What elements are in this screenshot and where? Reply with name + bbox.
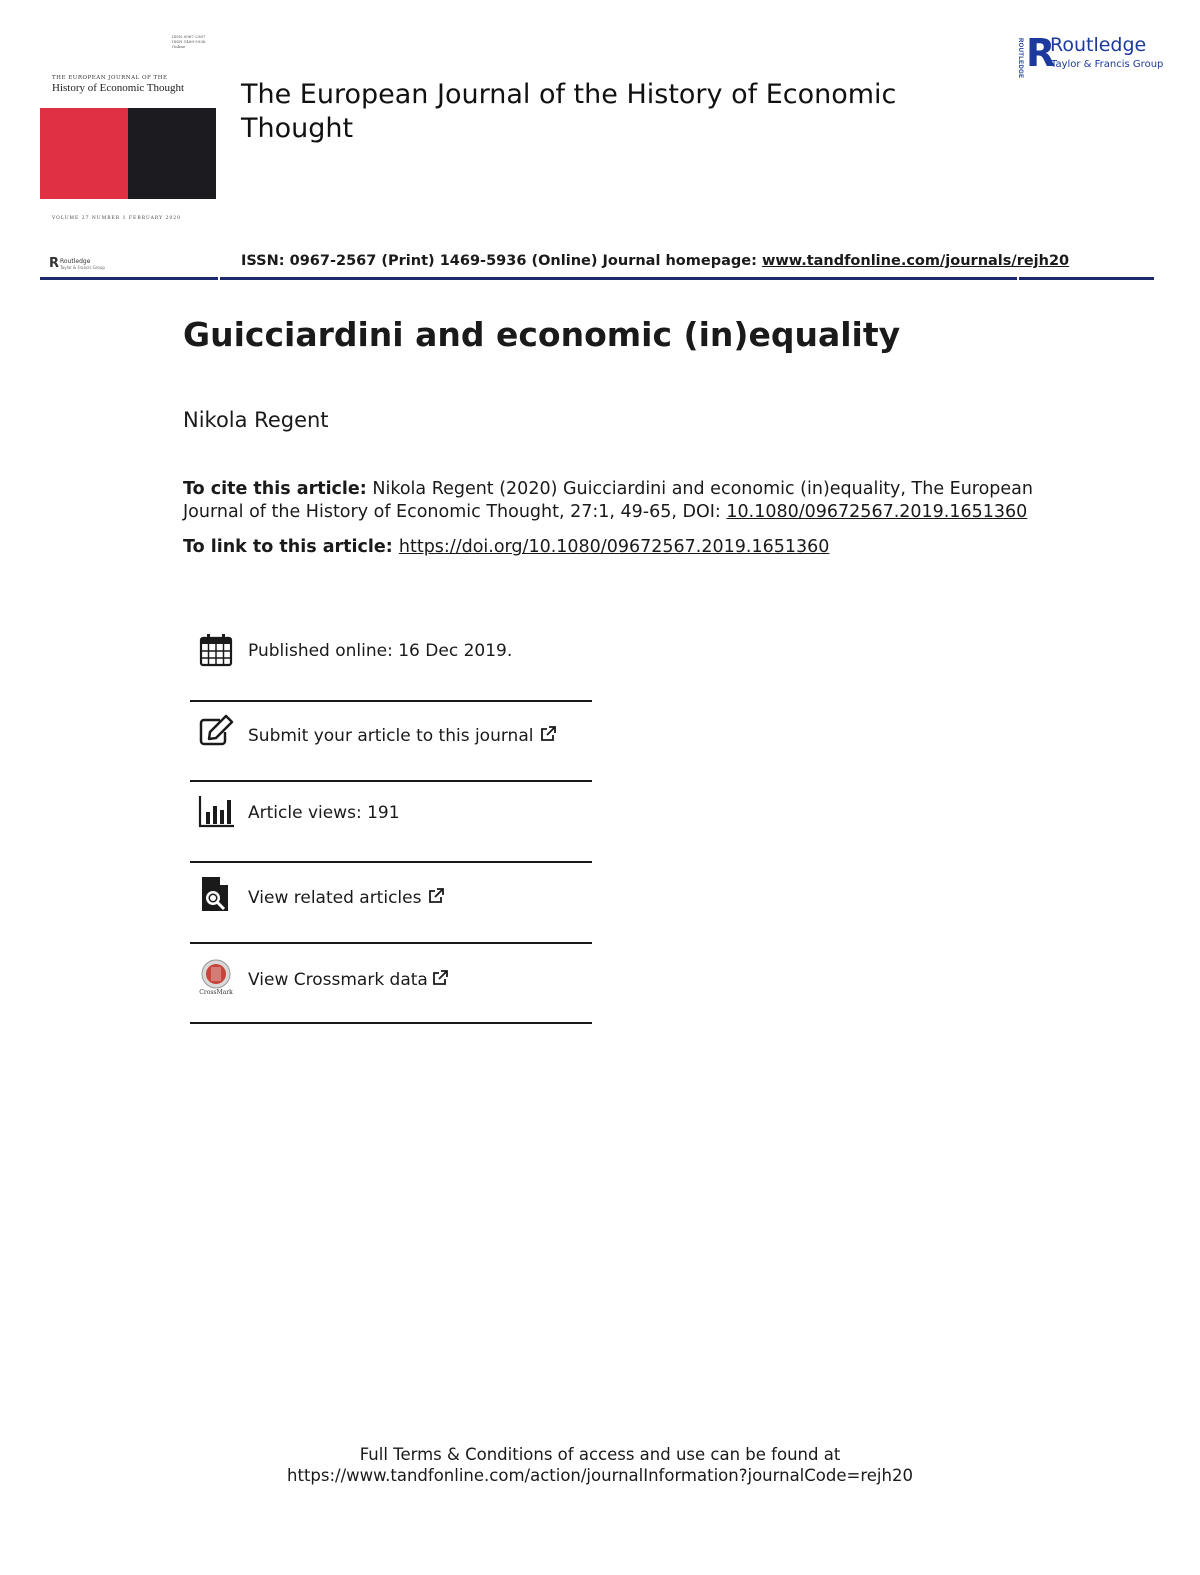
published-item	[190, 632, 592, 672]
journal-homepage-link[interactable]: www.tandfonline.com/journals/rejh20	[761, 253, 1070, 269]
article-author: Nikola Regent	[183, 408, 329, 432]
article-title: Guicciardini and economic (in)equality	[183, 315, 901, 354]
crossmark-badge-icon	[198, 958, 234, 990]
routledge-name: Routledge	[1050, 34, 1147, 56]
routledge-vertical-label: ROUTLEDGE	[1017, 38, 1023, 79]
document-search-icon	[198, 876, 234, 912]
divider	[190, 1022, 592, 1024]
cite-label: To cite this article:	[183, 479, 367, 499]
routledge-small-logo	[49, 256, 105, 272]
external-link-icon	[431, 969, 449, 987]
bar-chart-icon	[198, 794, 234, 830]
issn-text: ISSN: 0967-2567 (Print) 1469-5936 (Online) Journal homepage:	[241, 253, 762, 269]
cite-text: Nikola Regent (2020) Guicciardini and economic (in)equality, The European Journal of the History of Economic Thought, 27:1, 49-65, DOI:	[183, 479, 1034, 522]
cover-online-label: Online	[172, 44, 186, 49]
crossmark-icon	[198, 958, 234, 1000]
submit-item[interactable]	[190, 714, 592, 754]
views-item	[190, 794, 592, 834]
cover-issn	[172, 34, 205, 49]
footer-line-1: Full Terms & Conditions of access and use can be found at	[359, 1445, 841, 1464]
divider	[190, 942, 592, 944]
routledge-small-r-icon: R	[49, 256, 60, 271]
crossmark-logo-text: CrossMark	[199, 989, 233, 996]
cover-small-title: THE EUROPEAN JOURNAL OF THE	[52, 75, 168, 81]
divider	[190, 780, 592, 782]
footer-terms-link[interactable]: https://www.tandfonline.com/action/journalInformation?journalCode=rejh20	[287, 1466, 913, 1485]
submit-link[interactable]	[248, 725, 557, 746]
issn-line	[241, 253, 1069, 269]
cover-issn-online: ISSN 1469-5936	[172, 39, 206, 44]
edit-icon	[198, 714, 234, 750]
views-label: Article views: 191	[248, 803, 400, 823]
external-link-icon	[427, 887, 445, 905]
routledge-logo[interactable]	[1014, 31, 1164, 79]
crossmark-link[interactable]	[248, 969, 449, 990]
header-rule	[40, 277, 1154, 280]
journal-cover	[40, 30, 218, 230]
cover-issn-print: ISSN 0967-2567	[172, 34, 206, 39]
crossmark-label: View Crossmark data	[248, 970, 428, 990]
article-doi-link[interactable]: https://doi.org/10.1080/09672567.2019.1651360	[398, 537, 830, 557]
submit-label: Submit your article to this journal	[248, 726, 534, 746]
cite-doi-link[interactable]: 10.1080/09672567.2019.1651360	[726, 502, 1028, 522]
link-block	[183, 537, 829, 557]
crossmark-item[interactable]	[190, 958, 592, 1002]
routledge-vertical-text	[1014, 38, 1024, 79]
related-item[interactable]	[190, 876, 592, 916]
cover-black-block	[128, 108, 216, 199]
link-label: To link to this article:	[183, 537, 399, 557]
related-label: View related articles	[248, 888, 422, 908]
cover-big-title: History of Economic Thought	[52, 82, 185, 94]
routledge-small-subtitle: Taylor & Francis Group	[60, 265, 105, 270]
cover-volume-line: VOLUME 27 NUMBER 1 FEBRUARY 2020	[52, 216, 182, 221]
routledge-small-name: Routledge	[60, 258, 91, 265]
published-label: Published online: 16 Dec 2019.	[248, 641, 513, 661]
related-link[interactable]	[248, 887, 445, 908]
external-link-icon	[539, 725, 557, 743]
citation-block	[183, 478, 1043, 524]
routledge-r-icon: R	[1026, 31, 1056, 75]
divider	[190, 861, 592, 863]
journal-title: The European Journal of the History of Economic Thought	[241, 79, 897, 144]
cover-red-block	[40, 108, 128, 199]
calendar-icon	[198, 632, 234, 668]
routledge-subtitle: Taylor & Francis Group	[1051, 59, 1164, 70]
divider	[190, 700, 592, 702]
terms-footer	[0, 1444, 1200, 1486]
